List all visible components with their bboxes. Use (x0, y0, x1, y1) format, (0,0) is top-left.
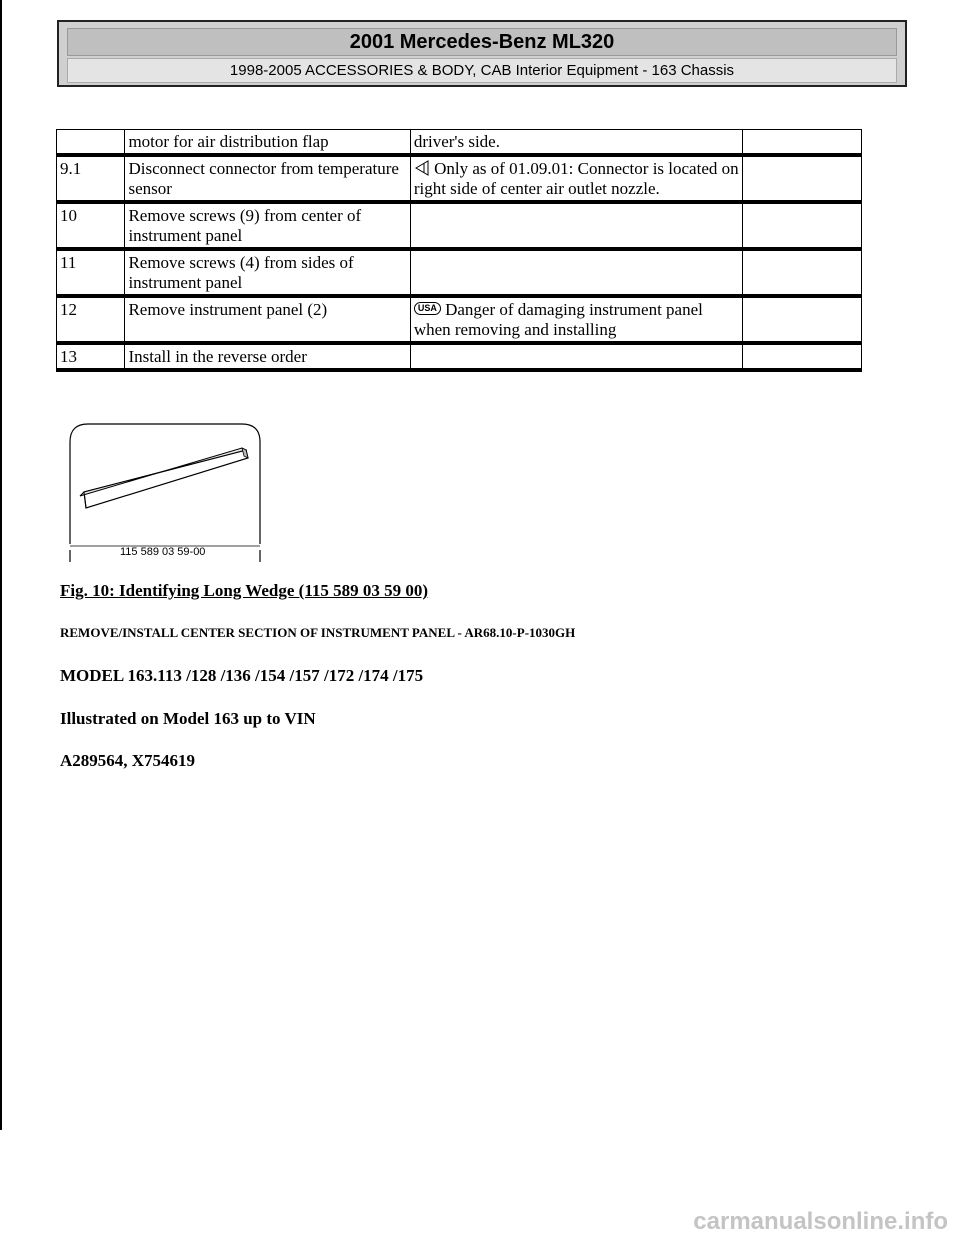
document-title: 2001 Mercedes-Benz ML320 (67, 28, 897, 56)
step-note-cell (410, 202, 743, 249)
illustrated-line: Illustrated on Model 163 up to VIN (60, 709, 316, 728)
step-action-cell (125, 343, 410, 370)
table-row (57, 155, 862, 202)
step-number-cell (57, 202, 125, 249)
usa-icon: USA (414, 302, 441, 315)
step-number-cell (57, 296, 125, 343)
step-extra-cell (743, 249, 862, 296)
table-row (57, 130, 862, 156)
step-action: Install in the reverse order (128, 347, 307, 366)
model-line: MODEL 163.113 /128 /136 /154 /157 /172 /174 /175 (60, 666, 424, 685)
procedure-table (56, 129, 862, 372)
step-action: motor for air distribution flap (128, 132, 329, 151)
step-extra-cell (743, 343, 862, 370)
step-note-cell (410, 249, 743, 296)
step-action: Remove screws (4) from sides of instrument panel (128, 253, 354, 292)
step-action: Disconnect connector from temperature sensor (128, 159, 399, 198)
step-note: Only as of 01.09.01: Connector is located on right side of center air outlet nozzle. (413, 159, 739, 198)
long-wedge-figure (66, 422, 262, 565)
step-note-cell (410, 343, 743, 370)
document-header (57, 20, 907, 87)
step-action-cell (125, 130, 410, 156)
step-action-cell (125, 296, 410, 343)
step-extra-cell (743, 296, 862, 343)
step-extra-cell (743, 202, 862, 249)
step-number-cell (57, 249, 125, 296)
step-extra-cell (743, 130, 862, 156)
step-action-cell (125, 249, 410, 296)
step-number: 13 (60, 347, 77, 366)
table-row (57, 202, 862, 249)
step-number: 10 (60, 206, 77, 225)
step-note-cell (410, 296, 743, 343)
table-row (57, 249, 862, 296)
section-heading: REMOVE/INSTALL CENTER SECTION OF INSTRUMENT PANEL - AR68.10-P-1030GH (60, 625, 576, 640)
step-note-cell (410, 155, 743, 202)
step-number: 12 (60, 300, 77, 319)
page-left-border (0, 0, 2, 1130)
long-wedge-illustration (66, 422, 262, 565)
vin-line: A289564, X754619 (60, 751, 196, 770)
step-note: driver's side. (413, 132, 500, 151)
step-extra-cell (743, 155, 862, 202)
step-number: 9.1 (60, 159, 82, 178)
step-action-cell (125, 202, 410, 249)
step-action: Remove screws (9) from center of instrument panel (128, 206, 362, 245)
table-row (57, 343, 862, 370)
part-code-label: 115 589 03 59-00 (120, 546, 206, 558)
step-action-cell (125, 155, 410, 202)
document-subtitle: 1998-2005 ACCESSORIES & BODY, CAB Interior Equipment - 163 Chassis (67, 58, 897, 83)
table-row (57, 296, 862, 343)
figure-caption[interactable]: Fig. 10: Identifying Long Wedge (115 589 03 59 00) (60, 581, 429, 600)
step-number-cell (57, 130, 125, 156)
step-number-cell (57, 155, 125, 202)
note-pencil-icon (414, 160, 430, 176)
step-number-cell (57, 343, 125, 370)
step-note: Danger of damaging instrument panel when removing and installing (413, 300, 703, 339)
step-number: 11 (60, 253, 77, 272)
step-action: Remove instrument panel (2) (128, 300, 328, 319)
step-note-cell (410, 130, 743, 156)
watermark-text: carmanualsonline.info (693, 1208, 948, 1235)
